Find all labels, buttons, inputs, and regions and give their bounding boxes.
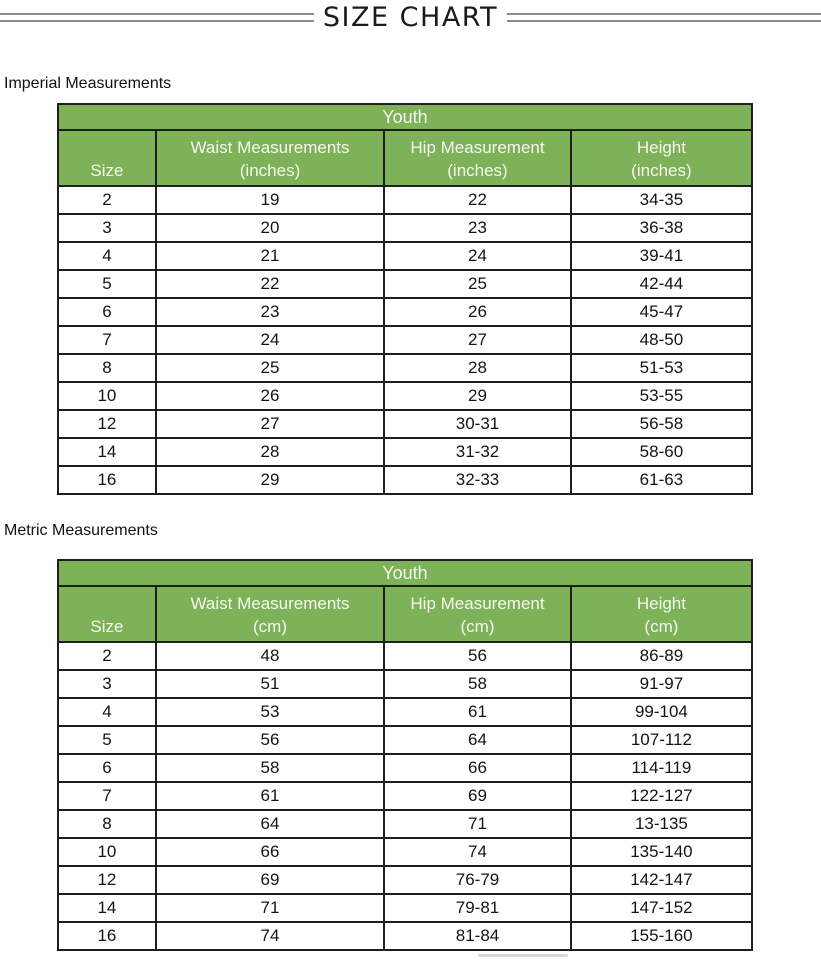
table-cell: 34-35	[571, 186, 752, 214]
table-cell: 14	[58, 438, 156, 466]
page-header	[0, 0, 821, 34]
table-cell: 48-50	[571, 326, 752, 354]
col-header-label: Size	[90, 617, 124, 636]
table-cell: 12	[58, 866, 156, 894]
table-cell: 39-41	[571, 242, 752, 270]
table-cell: 69	[156, 866, 384, 894]
table-cell: 32-33	[384, 466, 571, 494]
table-header-row	[58, 130, 752, 186]
table-cell: 3	[58, 670, 156, 698]
table-row	[58, 410, 752, 438]
table-cell: 66	[156, 838, 384, 866]
table-row	[58, 382, 752, 410]
table-cell: 155-160	[571, 922, 752, 950]
col-header-waist	[156, 586, 384, 642]
table-row	[58, 726, 752, 754]
table-row	[58, 810, 752, 838]
table-cell: 7	[58, 782, 156, 810]
table-cell: 45-47	[571, 298, 752, 326]
table-row	[58, 670, 752, 698]
col-header-unit: (inches)	[239, 161, 301, 180]
table-cell: 13-135	[571, 810, 752, 838]
table-cell: 5	[58, 726, 156, 754]
table-cell: 24	[384, 242, 571, 270]
table-cell: 22	[156, 270, 384, 298]
table-cell: 58	[156, 754, 384, 782]
table-cell: 107-112	[571, 726, 752, 754]
table-row	[58, 838, 752, 866]
table-cell: 91-97	[571, 670, 752, 698]
table-body-imperial	[58, 186, 752, 494]
table-cell: 79-81	[384, 894, 571, 922]
table-cell: 12	[58, 410, 156, 438]
col-header-hip	[384, 130, 571, 186]
table-cell: 61	[156, 782, 384, 810]
col-header-unit: (inches)	[447, 161, 508, 180]
table-cell: 27	[156, 410, 384, 438]
col-header-label: Hip Measurement	[410, 138, 545, 157]
col-header-unit: (inches)	[631, 161, 692, 180]
col-header-label: Waist Measurements	[190, 138, 350, 157]
col-header-label: Hip Measurement	[410, 594, 545, 613]
table-cell: 16	[58, 922, 156, 950]
table-cell: 27	[384, 326, 571, 354]
table-header-row	[58, 586, 752, 642]
table-cell: 10	[58, 838, 156, 866]
table-cell: 53	[156, 698, 384, 726]
table-cell: 71	[384, 810, 571, 838]
table-row	[58, 894, 752, 922]
table-row	[58, 466, 752, 494]
table-cell: 24	[156, 326, 384, 354]
table-cell: 21	[156, 242, 384, 270]
table-row	[58, 782, 752, 810]
table-cell: 74	[384, 838, 571, 866]
table-cell: 64	[156, 810, 384, 838]
table-row	[58, 298, 752, 326]
section-label-imperial: Imperial Measurements	[4, 75, 172, 92]
section-label-metric: Metric Measurements	[4, 522, 158, 539]
col-header-waist	[156, 130, 384, 186]
table-cell: 8	[58, 810, 156, 838]
col-header-label: Height	[636, 594, 686, 613]
table-cell: 58	[384, 670, 571, 698]
col-header-unit: (cm)	[253, 617, 287, 636]
table-cell: 81-84	[384, 922, 571, 950]
table-cell: 29	[384, 382, 571, 410]
page-title: SIZE CHART	[322, 1, 499, 33]
table-row	[58, 754, 752, 782]
table-cell: 28	[156, 438, 384, 466]
table-cell: 16	[58, 466, 156, 494]
table-cell: 86-89	[571, 642, 752, 670]
table-cell: 22	[384, 186, 571, 214]
col-header-size	[58, 586, 156, 642]
banner-cell-youth: Youth	[58, 560, 752, 586]
table-cell: 66	[384, 754, 571, 782]
table-body-metric	[58, 642, 752, 950]
col-header-hip	[384, 586, 571, 642]
table-cell: 135-140	[571, 838, 752, 866]
table-cell: 3	[58, 214, 156, 242]
table-cell: 29	[156, 466, 384, 494]
table-cell: 51-53	[571, 354, 752, 382]
table-cell: 2	[58, 642, 156, 670]
table-cell: 56-58	[571, 410, 752, 438]
table-cell: 61-63	[571, 466, 752, 494]
table-cell: 56	[156, 726, 384, 754]
col-header-height	[571, 586, 752, 642]
table-cell: 14	[58, 894, 156, 922]
table-row	[58, 438, 752, 466]
col-header-label: Size	[90, 161, 124, 180]
table-cell: 74	[156, 922, 384, 950]
table-cell: 26	[384, 298, 571, 326]
table-cell: 7	[58, 326, 156, 354]
table-row	[58, 242, 752, 270]
col-header-height	[571, 130, 752, 186]
table-row	[58, 642, 752, 670]
table-row	[58, 698, 752, 726]
table-row	[58, 326, 752, 354]
table-row	[58, 186, 752, 214]
table-cell: 114-119	[571, 754, 752, 782]
table-banner-row	[58, 560, 752, 586]
col-header-label: Height	[636, 138, 686, 157]
table-cell: 147-152	[571, 894, 752, 922]
table-cell: 56	[384, 642, 571, 670]
table-cell: 4	[58, 698, 156, 726]
table-cell: 4	[58, 242, 156, 270]
table-cell: 122-127	[571, 782, 752, 810]
size-chart-table-metric	[57, 559, 753, 951]
col-header-unit: (cm)	[460, 617, 495, 636]
table-cell: 23	[156, 298, 384, 326]
table-cell: 2	[58, 186, 156, 214]
table-cell: 48	[156, 642, 384, 670]
table-cell: 19	[156, 186, 384, 214]
banner-cell-youth: Youth	[58, 104, 752, 130]
table-cell: 10	[58, 382, 156, 410]
table-cell: 5	[58, 270, 156, 298]
col-header-label: Waist Measurements	[190, 594, 350, 613]
table-cell: 36-38	[571, 214, 752, 242]
table-cell: 23	[384, 214, 571, 242]
table-cell: 42-44	[571, 270, 752, 298]
table-cell: 71	[156, 894, 384, 922]
table-cell: 28	[384, 354, 571, 382]
table-cell: 20	[156, 214, 384, 242]
title-rule-left	[0, 13, 314, 22]
title-rule-right	[507, 13, 821, 22]
table-cell: 69	[384, 782, 571, 810]
col-header-unit: (cm)	[644, 617, 679, 636]
table-cell: 25	[384, 270, 571, 298]
table-cell: 6	[58, 754, 156, 782]
table-cell: 53-55	[571, 382, 752, 410]
table-row	[58, 214, 752, 242]
table-cell: 30-31	[384, 410, 571, 438]
table-cell: 26	[156, 382, 384, 410]
table-cell: 76-79	[384, 866, 571, 894]
table-row	[58, 354, 752, 382]
table-cell: 31-32	[384, 438, 571, 466]
table-cell: 58-60	[571, 438, 752, 466]
table-row	[58, 270, 752, 298]
table-banner-row	[58, 104, 752, 130]
col-header-size	[58, 130, 156, 186]
table-row	[58, 922, 752, 950]
table-row	[58, 866, 752, 894]
table-cell: 51	[156, 670, 384, 698]
scan-artifact	[478, 954, 568, 957]
table-cell: 142-147	[571, 866, 752, 894]
table-cell: 64	[384, 726, 571, 754]
table-cell: 8	[58, 354, 156, 382]
table-cell: 6	[58, 298, 156, 326]
table-cell: 25	[156, 354, 384, 382]
table-cell: 61	[384, 698, 571, 726]
table-cell: 99-104	[571, 698, 752, 726]
size-chart-table-imperial	[57, 103, 753, 495]
